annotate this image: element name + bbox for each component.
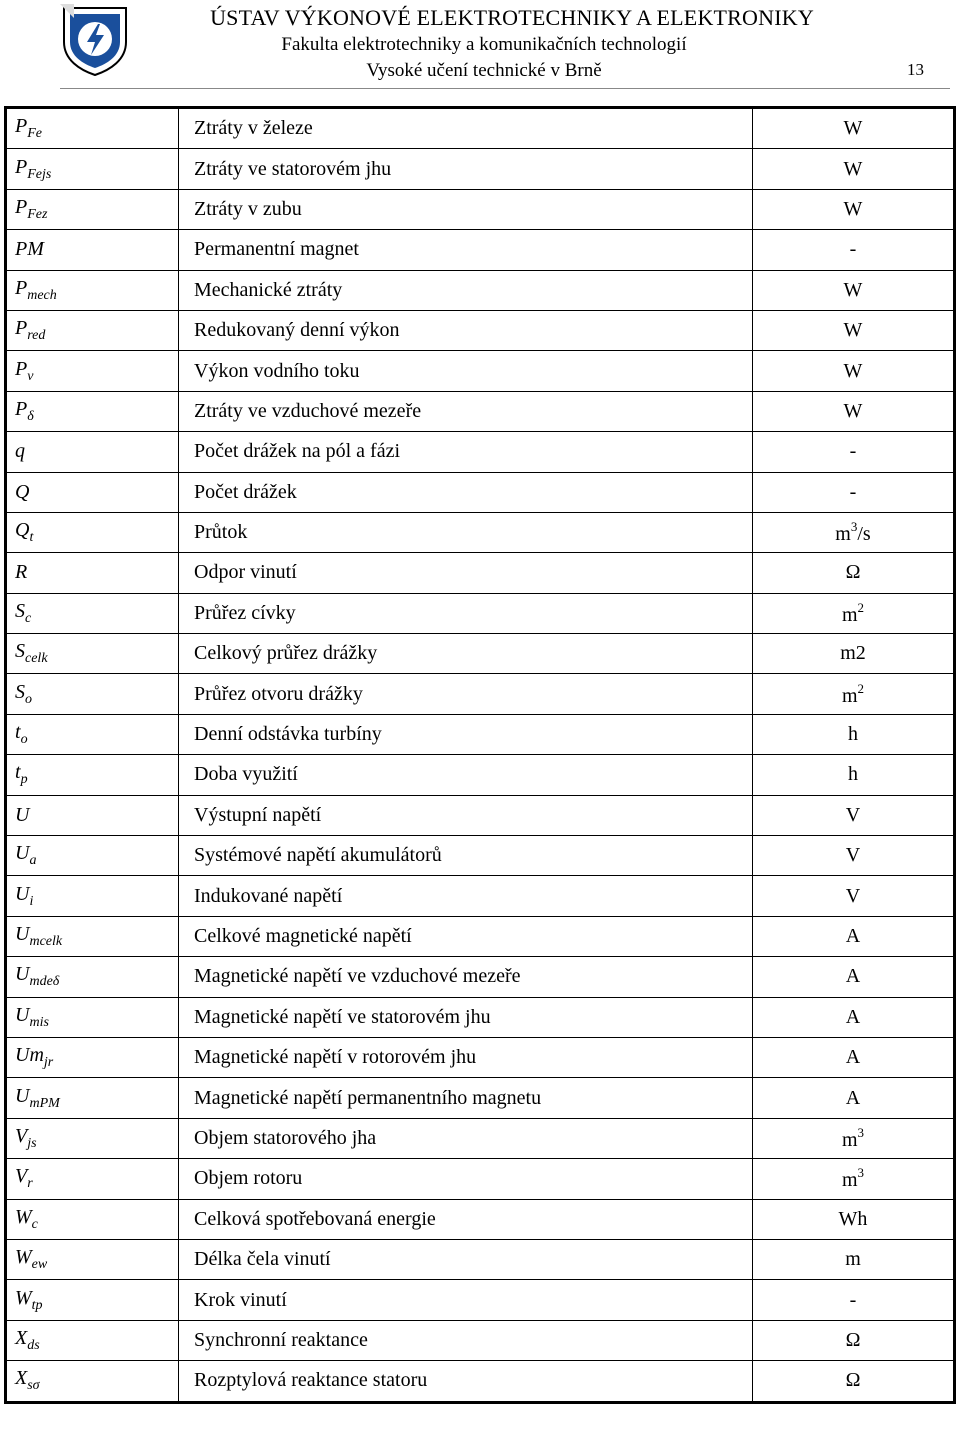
table-row — [6, 916, 955, 956]
unit-cell — [753, 674, 955, 714]
symbol-subscript: Fez — [27, 206, 48, 222]
unit: m — [841, 684, 858, 707]
symbol-subscript: Fejs — [27, 166, 52, 182]
symbol: S — [15, 599, 25, 622]
table-row — [6, 1320, 955, 1360]
table-row — [6, 512, 955, 552]
symbol-cell — [6, 432, 179, 472]
unit-cell — [753, 1199, 955, 1239]
table-row — [6, 432, 955, 472]
unit: Ω — [845, 1328, 861, 1351]
description-cell: Magnetické napětí permanentního magnetu — [179, 1078, 753, 1118]
header-rule — [60, 88, 950, 89]
faculty-name: Fakulta elektrotechniky a komunikačních technologií — [281, 34, 687, 55]
unit: - — [849, 480, 857, 503]
unit-cell — [753, 1078, 955, 1118]
symbol-cell — [6, 391, 179, 431]
unit-cell — [753, 1159, 955, 1199]
symbol-subscript: js — [27, 1135, 37, 1151]
symbol-cell — [6, 795, 179, 835]
unit: m — [835, 523, 851, 546]
page-number: 13 — [907, 60, 924, 79]
table-row — [6, 674, 955, 714]
symbol: U — [15, 1084, 30, 1107]
description-cell: Magnetické napětí ve statorovém jhu — [179, 997, 753, 1037]
unit-exponent: 2 — [857, 599, 865, 615]
symbol-subscript: o — [25, 691, 32, 707]
unit-cell — [753, 1118, 955, 1158]
unit-cell — [753, 876, 955, 916]
unit-exponent: 3 — [857, 1165, 865, 1181]
symbol-cell — [6, 634, 179, 674]
unit-cell — [753, 472, 955, 512]
unit: - — [849, 238, 857, 261]
table-row — [6, 108, 955, 149]
unit: m — [841, 1128, 858, 1151]
unit: h — [848, 723, 858, 746]
unit-cell — [753, 1320, 955, 1360]
unit-exponent: 3 — [857, 1124, 865, 1140]
description-cell: Redukovaný denní výkon — [179, 310, 753, 350]
symbol: U — [15, 842, 30, 865]
symbol-subscript: sσ — [27, 1378, 40, 1394]
description-cell: Objem rotoru — [179, 1159, 753, 1199]
symbol: P — [15, 195, 28, 218]
unit-cell — [753, 1280, 955, 1320]
unit-cell — [753, 795, 955, 835]
description-cell: Výstupní napětí — [179, 795, 753, 835]
unit: - — [849, 440, 857, 463]
symbol-subscript: red — [27, 328, 46, 344]
unit-cell — [753, 391, 955, 431]
unit: W — [843, 157, 863, 180]
description-cell: Ztráty ve vzduchové mezeře — [179, 391, 753, 431]
symbol-subscript: jr — [43, 1055, 54, 1071]
symbols-table-body — [6, 108, 955, 1403]
symbol-cell — [6, 593, 179, 633]
table-row — [6, 310, 955, 350]
table-row — [6, 997, 955, 1037]
unit-cell — [753, 714, 955, 754]
symbol-cell — [6, 149, 179, 189]
description-cell: Magnetické napětí v rotorovém jhu — [179, 1037, 753, 1077]
table-row — [6, 634, 955, 674]
unit-cell — [753, 997, 955, 1037]
symbol: S — [15, 680, 25, 703]
symbol-subscript: ew — [31, 1257, 48, 1273]
unit: W — [843, 117, 863, 140]
unit-tail: /s — [857, 523, 871, 546]
table-row — [6, 270, 955, 310]
symbol: Q — [15, 480, 30, 503]
unit-cell — [753, 512, 955, 552]
description-cell: Permanentní magnet — [179, 230, 753, 270]
symbol: W — [15, 1205, 32, 1228]
symbol: U — [15, 882, 30, 905]
symbol-cell — [6, 351, 179, 391]
table-row — [6, 1239, 955, 1279]
description-cell: Synchronní reaktance — [179, 1320, 753, 1360]
symbol: P — [15, 155, 28, 178]
description-cell: Ztráty v železe — [179, 108, 753, 149]
symbol-subscript: o — [20, 732, 28, 748]
symbol-subscript: t — [29, 530, 34, 546]
unit-cell — [753, 755, 955, 795]
symbol: U — [15, 963, 30, 986]
symbol-cell — [6, 1199, 179, 1239]
symbol-cell — [6, 1320, 179, 1360]
symbol: P — [15, 317, 28, 340]
description-cell: Krok vinutí — [179, 1280, 753, 1320]
symbol-cell — [6, 270, 179, 310]
symbol-cell — [6, 714, 179, 754]
unit-cell — [753, 432, 955, 472]
unit-cell — [753, 310, 955, 350]
unit: m — [845, 1248, 861, 1271]
symbol: V — [15, 1165, 28, 1188]
table-row — [6, 1078, 955, 1118]
symbol: U — [15, 1003, 30, 1026]
page-header — [0, 0, 960, 96]
symbol-subscript: r — [27, 1176, 33, 1192]
symbol-subscript: i — [29, 893, 34, 909]
table-row — [6, 836, 955, 876]
table-row — [6, 391, 955, 431]
unit-cell — [753, 1037, 955, 1077]
symbol-subscript: mcelk — [29, 934, 63, 949]
unit: Wh — [838, 1207, 868, 1230]
symbol-cell — [6, 512, 179, 552]
table-row — [6, 714, 955, 754]
symbol: W — [15, 1286, 32, 1309]
unit: W — [843, 359, 863, 382]
symbol: q — [15, 440, 25, 463]
symbol-subscript: mPM — [29, 1095, 60, 1111]
symbol: P — [15, 115, 28, 138]
unit: W — [843, 319, 863, 342]
symbol: R — [15, 561, 28, 584]
description-cell: Doba využití — [179, 755, 753, 795]
table-row — [6, 1361, 955, 1402]
symbol: S — [15, 640, 25, 663]
symbol-subscript: p — [20, 772, 28, 788]
description-cell: Mechanické ztráty — [179, 270, 753, 310]
symbol-subscript: mdeδ — [29, 974, 60, 990]
description-cell: Indukované napětí — [179, 876, 753, 916]
symbol: P — [15, 397, 28, 420]
unit-cell — [753, 593, 955, 633]
unit: W — [843, 197, 863, 220]
symbol-subscript: c — [31, 1216, 38, 1232]
table-row — [6, 957, 955, 997]
table-row — [6, 755, 955, 795]
unit: A — [845, 1086, 861, 1109]
unit-cell — [753, 1361, 955, 1402]
unit: - — [849, 1288, 857, 1311]
symbol-subscript: δ — [27, 408, 34, 424]
unit: V — [845, 803, 861, 826]
symbol-subscript: a — [29, 853, 37, 869]
symbol-cell — [6, 108, 179, 149]
symbol-subscript: Fe — [27, 126, 42, 142]
symbol-cell — [6, 957, 179, 997]
description-cell: Objem statorového jha — [179, 1118, 753, 1158]
symbol: W — [15, 1246, 32, 1269]
symbol-cell — [6, 836, 179, 876]
description-cell: Počet drážek na pól a fázi — [179, 432, 753, 472]
symbol-cell — [6, 1239, 179, 1279]
description-cell: Magnetické napětí ve vzduchové mezeře — [179, 957, 753, 997]
table-row — [6, 1199, 955, 1239]
description-cell: Celkové magnetické napětí — [179, 916, 753, 956]
symbol-cell — [6, 1118, 179, 1158]
unit: W — [843, 399, 863, 422]
institute-name: ÚSTAV VÝKONOVÉ ELEKTROTECHNIKY A ELEKTRONIKY — [210, 5, 814, 30]
table-row — [6, 593, 955, 633]
table-row — [6, 876, 955, 916]
symbol: U — [15, 923, 30, 945]
table-row — [6, 472, 955, 512]
symbol: Q — [15, 519, 30, 542]
unit-cell — [753, 108, 955, 149]
symbol-subscript: c — [25, 610, 32, 626]
symbol-cell — [6, 876, 179, 916]
symbol-cell — [6, 1361, 179, 1402]
unit: V — [845, 884, 861, 907]
unit-cell — [753, 270, 955, 310]
unit-cell — [753, 1239, 955, 1279]
unit: m2 — [840, 642, 866, 665]
unit-exponent: 3 — [850, 519, 858, 535]
symbol: U — [15, 803, 30, 826]
description-cell: Ztráty v zubu — [179, 189, 753, 229]
unit: m — [841, 1169, 858, 1192]
symbol-cell — [6, 916, 179, 956]
unit-cell — [753, 189, 955, 229]
unit-cell — [753, 634, 955, 674]
university-name: Vysoké učení technické v Brně — [366, 60, 602, 81]
symbols-table — [4, 106, 956, 1404]
symbol-subscript: mech — [27, 287, 57, 303]
table-row — [6, 351, 955, 391]
unit: V — [845, 844, 861, 867]
symbol-cell — [6, 674, 179, 714]
symbol-subscript: v — [27, 368, 34, 384]
unit: A — [845, 965, 861, 988]
symbol: X — [15, 1326, 28, 1349]
symbol-cell — [6, 310, 179, 350]
description-cell: Systémové napětí akumulátorů — [179, 836, 753, 876]
unit-cell — [753, 836, 955, 876]
symbol-cell — [6, 997, 179, 1037]
description-cell: Průtok — [179, 512, 753, 552]
table-row — [6, 1159, 955, 1199]
description-cell: Denní odstávka turbíny — [179, 714, 753, 754]
symbol-cell — [6, 1078, 179, 1118]
symbol-cell — [6, 472, 179, 512]
symbol-cell — [6, 189, 179, 229]
description-cell: Výkon vodního toku — [179, 351, 753, 391]
table-row — [6, 1118, 955, 1158]
table-row — [6, 795, 955, 835]
symbol-cell — [6, 755, 179, 795]
symbol: t — [15, 761, 21, 784]
symbol-subscript: celk — [25, 651, 48, 667]
description-cell: Průřez otvoru drážky — [179, 674, 753, 714]
table-row — [6, 149, 955, 189]
unit: h — [848, 763, 858, 786]
unit: Ω — [845, 561, 861, 584]
table-row — [6, 230, 955, 270]
description-cell: Odpor vinutí — [179, 553, 753, 593]
symbol: P — [15, 357, 28, 380]
symbol-cell — [6, 230, 179, 270]
symbol-subscript: ds — [27, 1337, 40, 1353]
table-row — [6, 553, 955, 593]
description-cell: Celkový průřez drážky — [179, 634, 753, 674]
unit-cell — [753, 957, 955, 997]
description-cell: Průřez cívky — [179, 593, 753, 633]
symbol-subscript: tp — [31, 1297, 43, 1313]
unit-cell — [753, 351, 955, 391]
unit: W — [843, 278, 863, 301]
unit-cell — [753, 553, 955, 593]
symbol-cell — [6, 1037, 179, 1077]
symbol-cell — [6, 1280, 179, 1320]
symbol: t — [15, 721, 21, 744]
symbol: X — [15, 1367, 28, 1390]
symbol-subscript: mis — [29, 1014, 49, 1030]
table-row — [6, 189, 955, 229]
description-cell: Ztráty ve statorovém jhu — [179, 149, 753, 189]
table-row — [6, 1037, 955, 1077]
unit: A — [845, 925, 861, 947]
unit-exponent: 2 — [857, 680, 865, 696]
unit-cell — [753, 230, 955, 270]
description-cell: Délka čela vinutí — [179, 1239, 753, 1279]
unit-cell — [753, 149, 955, 189]
description-cell: Celková spotřebovaná energie — [179, 1199, 753, 1239]
unit-cell — [753, 916, 955, 956]
unit: A — [845, 1005, 861, 1028]
description-cell: Rozptylová reaktance statoru — [179, 1361, 753, 1402]
description-cell: Počet drážek — [179, 472, 753, 512]
unit: Ω — [845, 1369, 861, 1392]
symbol-cell — [6, 553, 179, 593]
unit: A — [845, 1046, 861, 1069]
symbol: P — [15, 276, 28, 299]
symbol-cell — [6, 1159, 179, 1199]
symbol: Um — [15, 1044, 44, 1067]
symbol: PM — [15, 238, 44, 261]
table-row — [6, 1280, 955, 1320]
unit: m — [841, 603, 858, 626]
symbol: V — [15, 1124, 28, 1147]
